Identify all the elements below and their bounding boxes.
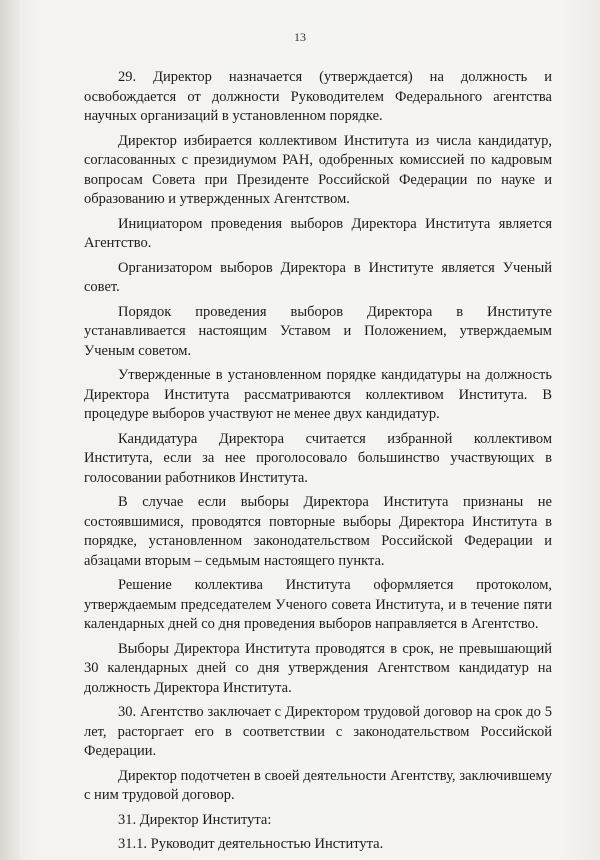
paragraph-accountable: Директор подотчетен в своей деятельности Агентству, заключившему с ним трудовой договор. xyxy=(84,767,552,803)
paragraph-29: 29. Директор назначается (утверждается) на должность и освобождается от должности Руководителем Федерального агентства научных организаций в установленном порядке. xyxy=(84,69,552,124)
paragraph-procedure: Порядок проведения выборов Директора в Институте устанавливается настоящим Уставом и Положением, утверждаемым Ученым советом. xyxy=(84,303,552,359)
paragraph-organizer: Организатором выборов Директора в Институте является Ученый совет. xyxy=(84,259,552,295)
paragraph-candidates: Утвержденные в установленном порядке кандидатуры на должность Директора Института рассматриваются коллективом Института. В процедуре выборов участвуют не менее двух кандидатур. xyxy=(84,367,552,422)
paragraph-30: 30. Агентство заключает с Директором трудовой договор на срок до 5 лет, расторгает его в соответствии с законодательством Российской Федерации. xyxy=(84,704,552,759)
paragraph-protocol: Решение коллектива Института оформляется протоколом, утверждаемым председателем Ученого совета Института, и в течение пяти календарных дней со дня проведения выборов направляется в Агентство. xyxy=(84,577,552,632)
page-number: 13 xyxy=(294,30,306,44)
paragraph-initiator: Инициатором проведения выборов Директора Института является Агентство. xyxy=(84,215,552,251)
paragraph-deadline: Выборы Директора Института проводятся в срок, не превышающий 30 календарных дней со дня утверждения Агентством кандидатур на должность Директора Института. xyxy=(84,640,552,696)
paragraph-repeat-election: В случае если выборы Директора Института признаны не состоявшимися, проводятся повторные выборы Директора Института в порядке, установленном законодательством Российской Федерации и абзацами вторым – седьмым настоящего пункта. xyxy=(84,494,552,569)
paragraph-elected: Кандидатура Директора считается избранной коллективом Института, если за нее проголосовало большинство участвующих в голосовании работников Института. xyxy=(84,430,552,486)
document-body xyxy=(84,68,552,860)
paragraph-31-1: 31.1. Руководит деятельностью Института. xyxy=(118,836,384,852)
paragraph-election: Директор избирается коллективом Института из числа кандидатур, согласованных с президиумом РАН, одобренных комиссией по кадровым вопросам Совета при Президенте Российской Федерации по науке и образованию и утвержденных Агентством. xyxy=(84,132,552,207)
scan-edge xyxy=(0,0,20,860)
paragraph-31: 31. Директор Института: xyxy=(118,811,272,828)
